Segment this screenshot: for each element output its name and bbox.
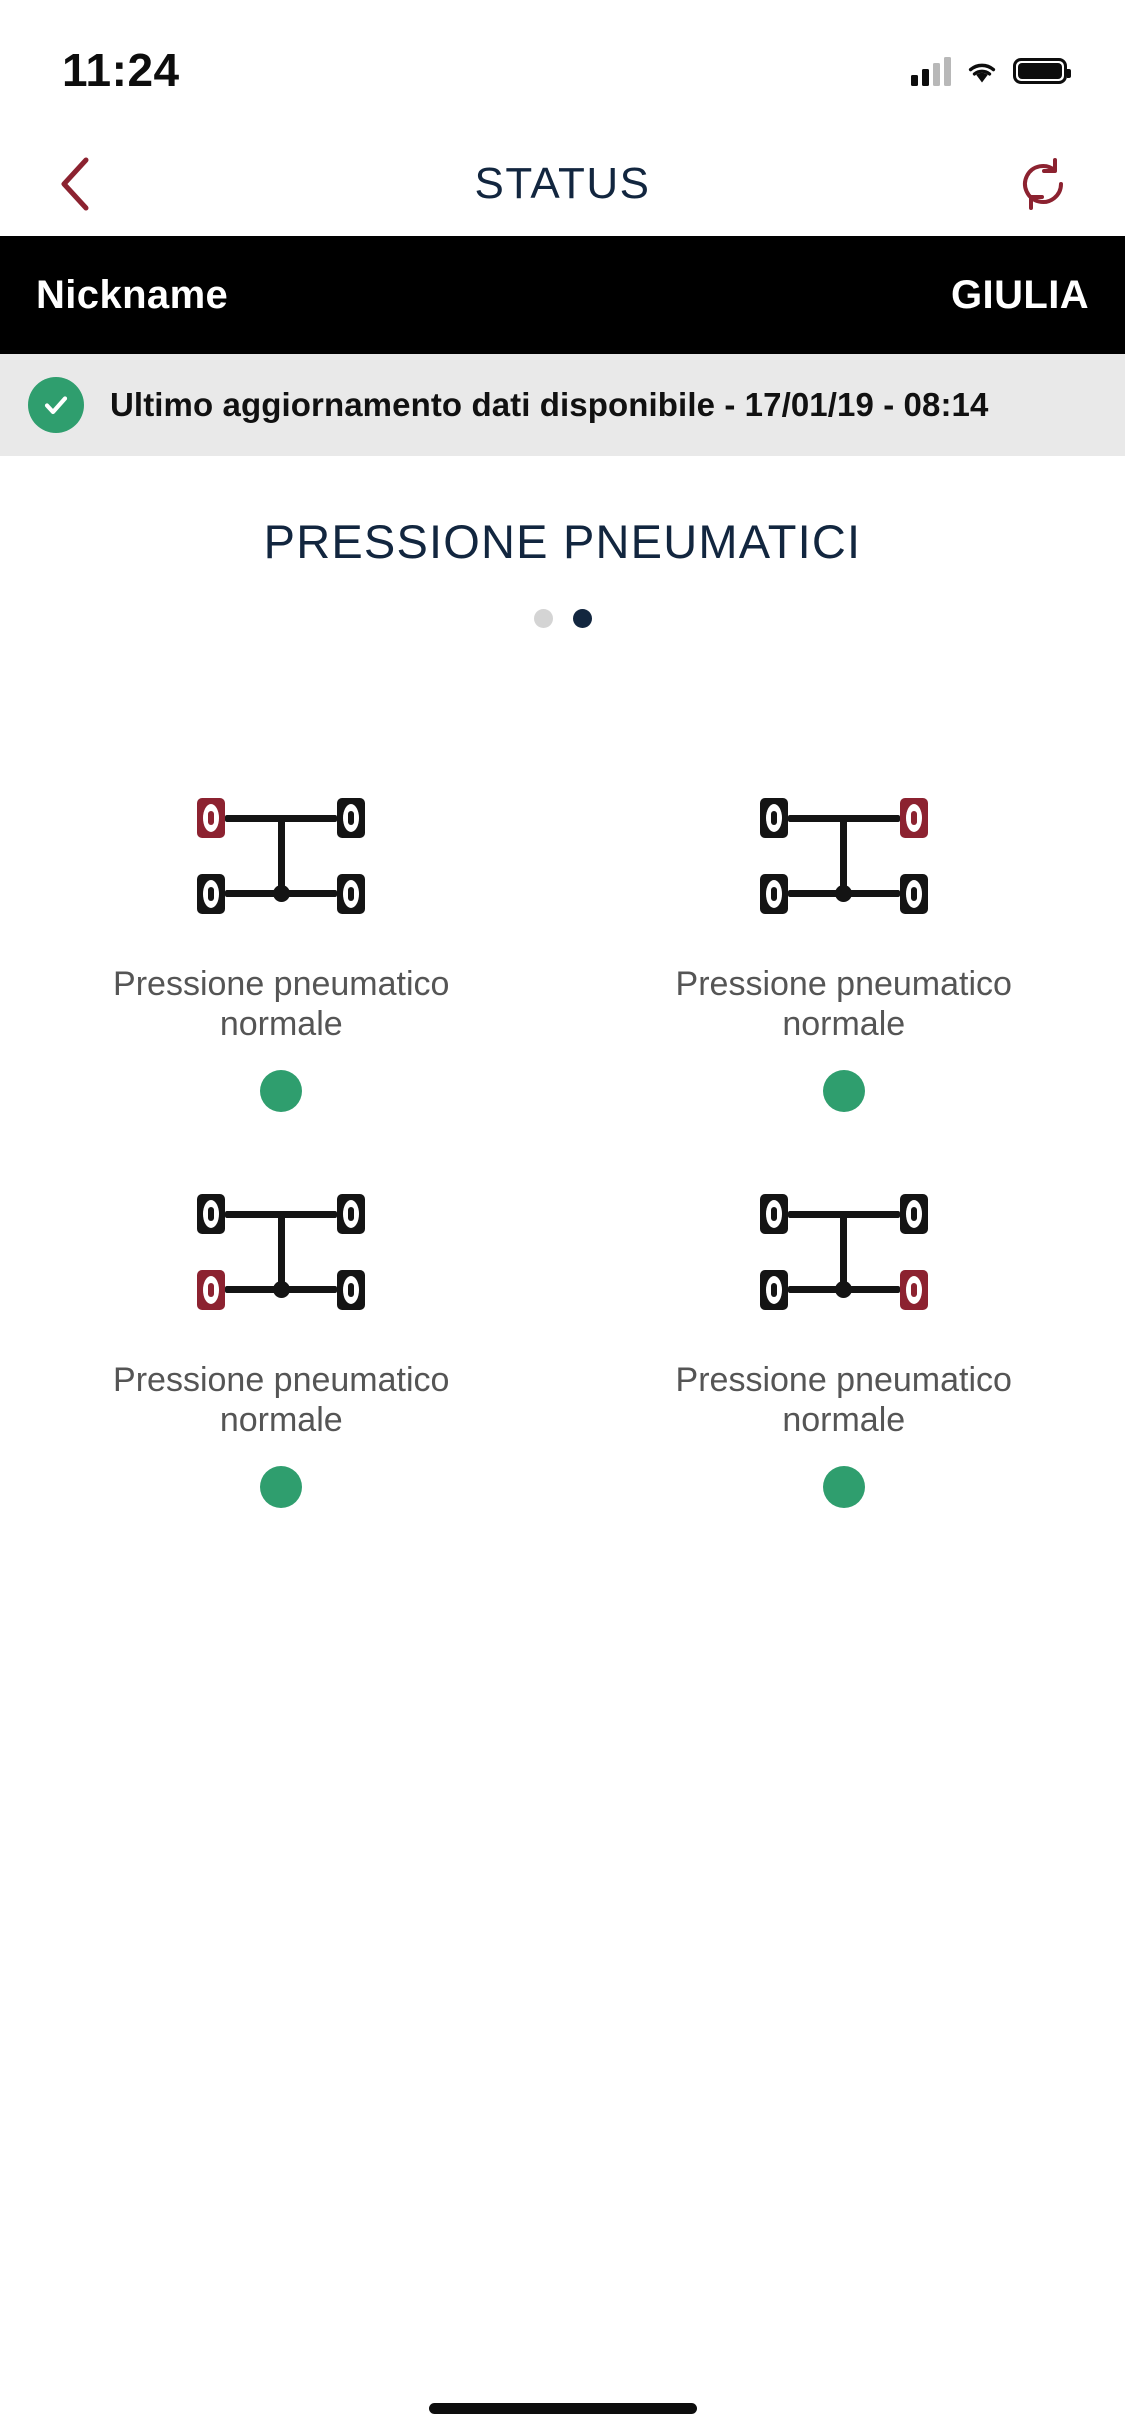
car-axle-rear-left-highlight-icon: [191, 1194, 371, 1310]
status-badge: [260, 1466, 302, 1508]
nickname-value: GIULIA: [951, 272, 1089, 317]
tyre-card-rear-right[interactable]: [563, 1194, 1125, 1508]
status-badge: [823, 1070, 865, 1112]
status-badge: [260, 1070, 302, 1112]
cellular-signal-icon: [911, 56, 951, 86]
page-dot-2[interactable]: [573, 609, 592, 628]
main-content: [0, 456, 1125, 1508]
tyre-pressure-grid: [0, 798, 1125, 1508]
status-badge: [823, 1466, 865, 1508]
tyre-status-label: Pressione pneumatico normale: [113, 1361, 450, 1440]
wifi-icon: [965, 58, 999, 84]
section-title: PRESSIONE PNEUMATICI: [263, 515, 862, 568]
tyre-status-label: Pressione pneumatico normale: [113, 965, 450, 1044]
tyre-status-label: Pressione pneumatico normale: [675, 1361, 1012, 1440]
page-title: STATUS: [474, 159, 651, 208]
page-dot-1[interactable]: [534, 609, 553, 628]
car-axle-rear-right-highlight-icon: [754, 1194, 934, 1310]
tyre-card-front-right[interactable]: [563, 798, 1125, 1112]
page-indicator[interactable]: [0, 609, 1125, 628]
nickname-label: Nickname: [36, 272, 229, 317]
nav-bar: [0, 132, 1125, 236]
refresh-button[interactable]: [1013, 154, 1073, 214]
tyre-card-rear-left[interactable]: [0, 1194, 563, 1508]
tyre-card-front-left[interactable]: [0, 798, 563, 1112]
last-update-text: Ultimo aggiornamento dati disponibile - 17/01/19 - 08:14: [110, 386, 989, 423]
tyre-status-label: Pressione pneumatico normale: [675, 965, 1012, 1044]
car-axle-front-left-highlight-icon: [191, 798, 371, 914]
check-circle-icon: [28, 377, 84, 433]
home-indicator[interactable]: [429, 2403, 697, 2414]
status-bar-time: 11:24: [62, 44, 180, 96]
battery-icon: [1013, 58, 1067, 84]
status-bar-icons: [911, 46, 1067, 86]
nickname-bar: [0, 236, 1125, 354]
car-axle-front-right-highlight-icon: [754, 798, 934, 914]
back-button[interactable]: [46, 154, 106, 214]
status-bar: [0, 0, 1125, 132]
last-update-banner: [0, 354, 1125, 456]
